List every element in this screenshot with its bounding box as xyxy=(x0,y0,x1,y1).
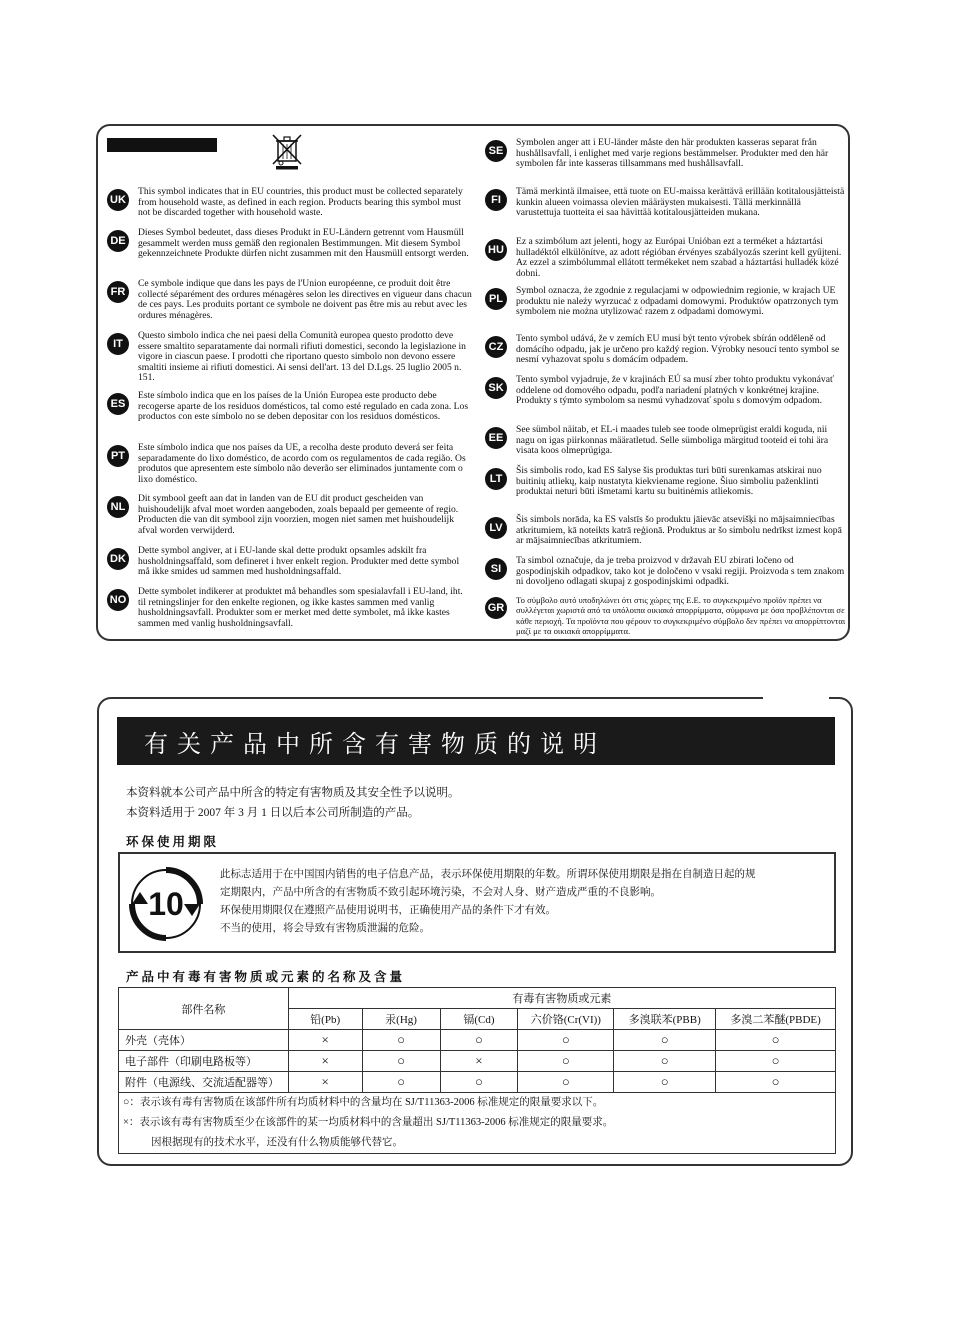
mark-cell: ○ xyxy=(716,1051,836,1072)
substance-table xyxy=(118,987,836,1154)
epup-10-year-logo-icon xyxy=(126,864,206,944)
intro-line: 本资料就本公司产品中所含的特定有害物质及其安全性予以说明。 xyxy=(126,787,460,799)
substance-header: 六价铬(Cr(VI)) xyxy=(518,1009,614,1030)
mark-cell: ○ xyxy=(518,1051,614,1072)
substance-header: 铅(Pb) xyxy=(288,1009,362,1030)
weee-entry-dk xyxy=(107,546,473,578)
weee-entry-text: This symbol indicates that in EU countries, this product must be collected separately from household waste, as defined in each region. Products bearing this symbol must not be discarded together with household waste. xyxy=(138,186,463,219)
weee-entry-text: Symbolen anger att i EU-länder måste den här produkten kasseras separat från hushållsavfall, i enlighet med varje regions bestämmelser. Produkter med den här symbolen får inte kasseras tillsammans med hushållsavfall. xyxy=(516,137,829,170)
mark-cell: ○ xyxy=(614,1030,716,1051)
country-badge: IT xyxy=(107,333,129,355)
weee-entry-es xyxy=(107,391,473,423)
country-badge: FI xyxy=(485,189,507,211)
epup-description xyxy=(220,866,820,938)
weee-entry-text: Šis simbols norāda, ka ES valstīs šo produktu jāievāc atsevišķi no mājsaimniecības atkritumiem, kā noteikts katrā reģionā. Produktus ar šo simbolu nedrīkst izmest kopā ar mājsaimniecības atkritumiem. xyxy=(516,514,842,547)
weee-entry-text: Šis simbolis rodo, kad ES šalyse šis produktas turi būti surenkamas atskirai nuo buitinių atliekų, kaip nustatyta kiekviename regione. Šiuo simboliu paženklinti produktai neturi būti išmetami kartu su buitinėmis atliekomis. xyxy=(516,465,822,498)
border-gap xyxy=(763,696,829,702)
table-header-row xyxy=(119,988,836,1009)
table-row xyxy=(119,1030,836,1051)
epup-heading: 环保使用期限 xyxy=(126,835,220,849)
mark-cell: × xyxy=(288,1030,362,1051)
mark-cell: × xyxy=(288,1051,362,1072)
intro-text xyxy=(126,783,460,823)
page-title: 有关产品中所含有害物质的说明 xyxy=(117,717,835,765)
weee-entry-se xyxy=(485,138,846,170)
weee-entry-uk xyxy=(107,187,473,219)
weee-entry-text: Tento symbol vyjadruje, že v krajinách EÚ sa musí zber tohto produktu vykonávať oddelene od domového odpadu, podľa nariadení platných v konkrétnej krajine. Produkty s týmto symbolom sa nesmú vyhadzovať spolu s domovým odpadom. xyxy=(516,374,835,407)
country-badge: ES xyxy=(107,393,129,415)
table-notes-row xyxy=(119,1093,836,1154)
part-name: 外壳（壳体） xyxy=(119,1030,289,1051)
mark-cell: ○ xyxy=(614,1051,716,1072)
epup-line: 定期限内，产品中所含的有害物质不致引起环境污染，不会对人身、财产造成严重的不良影响。 xyxy=(220,887,661,898)
weee-entry-pl xyxy=(485,286,846,318)
weee-entry-sk xyxy=(485,375,846,407)
weee-entry-no xyxy=(107,587,473,629)
table-heading: 产品中有毒有害物质或元素的名称及含量 xyxy=(126,970,406,984)
weee-entry-fi xyxy=(485,187,846,219)
mark-cell: ○ xyxy=(440,1072,518,1093)
mark-cell: ○ xyxy=(440,1030,518,1051)
country-badge: UK xyxy=(107,189,129,211)
substance-header: 多溴联苯(PBB) xyxy=(614,1009,716,1030)
weee-entry-gr xyxy=(485,595,846,636)
country-badge: SE xyxy=(485,140,507,162)
epup-line: 环保使用期限仅在遵照产品使用说明书，正确使用产品的条件下才有效。 xyxy=(220,905,556,916)
mark-cell: ○ xyxy=(716,1030,836,1051)
weee-entry-text: See sümbol näitab, et EL-i maades tuleb see toode olmeprügist eraldi koguda, nii nagu on igas piirkonnas määratletud. Selle sümboliga märgitud tooteid ei tohi ära visata koos olmeprügiga. xyxy=(516,424,829,457)
weee-entry-text: Dit symbool geeft aan dat in landen van de EU dit product gescheiden van huishoudelijk afval moet worden aangeboden, zoals bepaald per gemeente of regio. Producten die van dit symbool zijn voorzien, mogen niet samen met huishoudelijk afval worden verwijderd. xyxy=(138,493,459,536)
mark-cell: ○ xyxy=(716,1072,836,1093)
country-badge: SI xyxy=(485,558,507,580)
weee-notice-box xyxy=(96,124,850,641)
country-badge: NL xyxy=(107,496,129,518)
country-badge: HU xyxy=(485,239,507,261)
country-badge: FR xyxy=(107,281,129,303)
country-badge: LT xyxy=(485,468,507,490)
country-badge: NO xyxy=(107,589,129,611)
weee-entry-pt xyxy=(107,443,473,485)
weee-entry-text: Ez a szimbólum azt jelenti, hogy az Európai Unióban ezt a terméket a háztartási hulladéktól elkülönítve, az adott régióban érvényes szabályozás szerint kell gyűjteni. Az ezzel a szimbólummal ellátott termékeket nem szabad a háztartási hulladék közé dobni. xyxy=(516,236,842,279)
weee-entry-text: Dette symbolet indikerer at produktet må behandles som spesialavfall i EU-land, iht. til retningslinjer for den enkelte regionen, og ikke kastes sammen med vanlig husholdningsavfall. Produkter som er merket med dette symbolet, må ikke kastes sammen med vanlig husholdningsavfall. xyxy=(138,586,463,629)
weee-entry-text: Este símbolo indica que nos países da UE, a recolha deste produto deverá ser feita separadamente do lixo doméstico, de acordo com os regulamentos de cada região. Os produtos que apresentem este símbolo não deverão ser eliminados juntamente com o lixo doméstico. xyxy=(138,442,466,485)
note-line: 因根据现有的技术水平，还没有什么物质能够代替它。 xyxy=(151,1137,403,1148)
weee-entry-ee xyxy=(485,425,846,457)
weee-entry-lv xyxy=(485,515,846,547)
country-badge: EE xyxy=(485,427,507,449)
table-notes xyxy=(119,1093,836,1154)
weee-entry-text: Symbol oznacza, że zgodnie z regulacjami w odpowiednim regionie, w krajach UE produktu nie należy wyrzucać z odpadami domowymi. Produktów opatrzonych tym symbolem nie można utylizować razem z odpadami domowymi. xyxy=(516,285,839,318)
country-badge: CZ xyxy=(485,336,507,358)
table-row xyxy=(119,1072,836,1093)
table-row xyxy=(119,1051,836,1072)
weee-entry-text: Tämä merkintä ilmaisee, että tuote on EU-maissa kerättävä erillään kotitalousjätteistä kunkin alueen voimassa olevien määräysten mukaisesti. Tällä merkinnällä varustettuja tuotteita ei saa hävittää kotitalousjätteiden mukana. xyxy=(516,186,845,219)
label-bar xyxy=(107,138,217,152)
weee-entry-de xyxy=(107,228,473,260)
note-line: ×：表示该有毒有害物质至少在该部件的某一均质材料中的含量超出 SJ/T11363-2006 标准规定的限量要求。 xyxy=(123,1117,614,1128)
mark-cell: ○ xyxy=(614,1072,716,1093)
crossed-out-bin-icon xyxy=(270,132,304,170)
mark-cell: ○ xyxy=(518,1030,614,1051)
weee-entry-text: Dieses Symbol bedeutet, dass dieses Produkt in EU-Ländern getrennt vom Hausmüll gesammelt werden muss gemäß den regionalen Bestimmungen. Mit diesem Symbol gekennzeichnete Produkte dürfen nicht zusammen mit den Hausmüll entsorgt werden. xyxy=(138,227,469,260)
epup-panel xyxy=(118,852,836,953)
weee-entry-text: Questo simbolo indica che nei paesi della Comunità europea questo prodotto deve essere smaltito separatamente dai normali rifiuti domestici, secondo la legislazione in vigore in ciascun paese. I prodotti che riportano questo simbolo non devono essere smaltiti insieme ai rifiuti domestici. Ai sensi dell'art. 13 del D.Lgs. 25 luglio 2005 n. 151. xyxy=(138,330,466,384)
mark-cell: ○ xyxy=(362,1072,440,1093)
weee-entry-hu xyxy=(485,237,846,279)
epup-logo-number: 10 xyxy=(148,886,184,922)
part-name: 附件（电源线、交流适配器等） xyxy=(119,1072,289,1093)
mark-cell: × xyxy=(440,1051,518,1072)
weee-entry-lt xyxy=(485,466,846,498)
weee-entry-text: Ce symbole indique que dans les pays de l'Union européenne, ce produit doit être collecté séparément des ordures ménagères selon les directives en vigueur dans chacun de ces pays. Les produits portant ce symbole ne doivent pas être mis au rebut avec les ordures ménagères. xyxy=(138,278,472,321)
part-name-header: 部件名称 xyxy=(119,988,289,1030)
country-badge: DE xyxy=(107,230,129,252)
china-rohs-box xyxy=(97,697,853,1166)
mark-cell: ○ xyxy=(362,1051,440,1072)
substance-header: 镉(Cd) xyxy=(440,1009,518,1030)
note-line: ○：表示该有毒有害物质在该部件所有均质材料中的含量均在 SJ/T11363-2006 标准规定的限量要求以下。 xyxy=(123,1097,604,1108)
country-badge: DK xyxy=(107,548,129,570)
weee-entry-text: Dette symbol angiver, at i EU-lande skal dette produkt opsamles adskilt fra husholdningsaffald, som defineret i hver enkelt region. Produkter med dette symbol må ikke smides ud sammen med husholdningsaffald. xyxy=(138,545,460,578)
weee-entry-it xyxy=(107,331,473,384)
substance-group-header: 有毒有害物质或元素 xyxy=(288,988,835,1009)
epup-line: 不当的使用，将会导致有害物质泄漏的危险。 xyxy=(220,923,430,934)
epup-line: 此标志适用于在中国国内销售的电子信息产品，表示环保使用期限的年数。所谓环保使用期限是指在自制造日起的规 xyxy=(220,869,756,880)
weee-entry-text: Το σύμβολο αυτό υποδηλώνει ότι στις χώρες της Ε.Ε. το συγκεκριμένο προϊόν πρέπει να συλλέγεται χωριστά από τα υπόλοιπα οικιακά απορρίμματα, σύμφωνα με όσα προβλέπονται σε κάθε περιοχή. Τα προϊόντα που φέρουν το συγκεκριμένο σύμβολο δεν πρέπει να απορρίπτονται μαζί με τα οικιακά απορρίμματα. xyxy=(516,595,846,636)
weee-entry-text: Este símbolo indica que en los países de la Unión Europea este producto debe recogerse aparte de los residuos domésticos, tal como esté regulado en cada zona. Los productos con este símbolo no se deben depositar con los residuos domésticos. xyxy=(138,390,469,423)
weee-entry-fr xyxy=(107,279,473,321)
mark-cell: ○ xyxy=(518,1072,614,1093)
intro-line: 本资料适用于 2007 年 3 月 1 日以后本公司所制造的产品。 xyxy=(126,807,420,819)
weee-entry-nl xyxy=(107,494,473,536)
country-badge: PL xyxy=(485,288,507,310)
substance-header: 多溴二苯醚(PBDE) xyxy=(716,1009,836,1030)
country-badge: LV xyxy=(485,517,507,539)
part-name: 电子部件（印刷电路板等） xyxy=(119,1051,289,1072)
weee-entry-si xyxy=(485,556,846,588)
country-badge: PT xyxy=(107,445,129,467)
mark-cell: × xyxy=(288,1072,362,1093)
weee-entry-text: Tento symbol udává, že v zemích EU musí být tento výrobek sbírán odděleně od domácího odpadu, jak je určeno pro každý region. Výrobky nesoucí tento symbol se nesmí vyhazovat spolu s domácím odpadem. xyxy=(516,333,840,366)
substance-header: 汞(Hg) xyxy=(362,1009,440,1030)
country-badge: GR xyxy=(485,597,507,619)
weee-entry-cz xyxy=(485,334,846,366)
weee-entry-text: Ta simbol označuje, da je treba proizvod v državah EU zbirati ločeno od gospodinjskih odpadkov, tako kot je določeno v vsaki regiji. Proizvoda s tem znakom ni dovoljeno odlagati skupaj z gospodinjskimi odpadki. xyxy=(516,555,845,588)
country-badge: SK xyxy=(485,377,507,399)
mark-cell: ○ xyxy=(362,1030,440,1051)
